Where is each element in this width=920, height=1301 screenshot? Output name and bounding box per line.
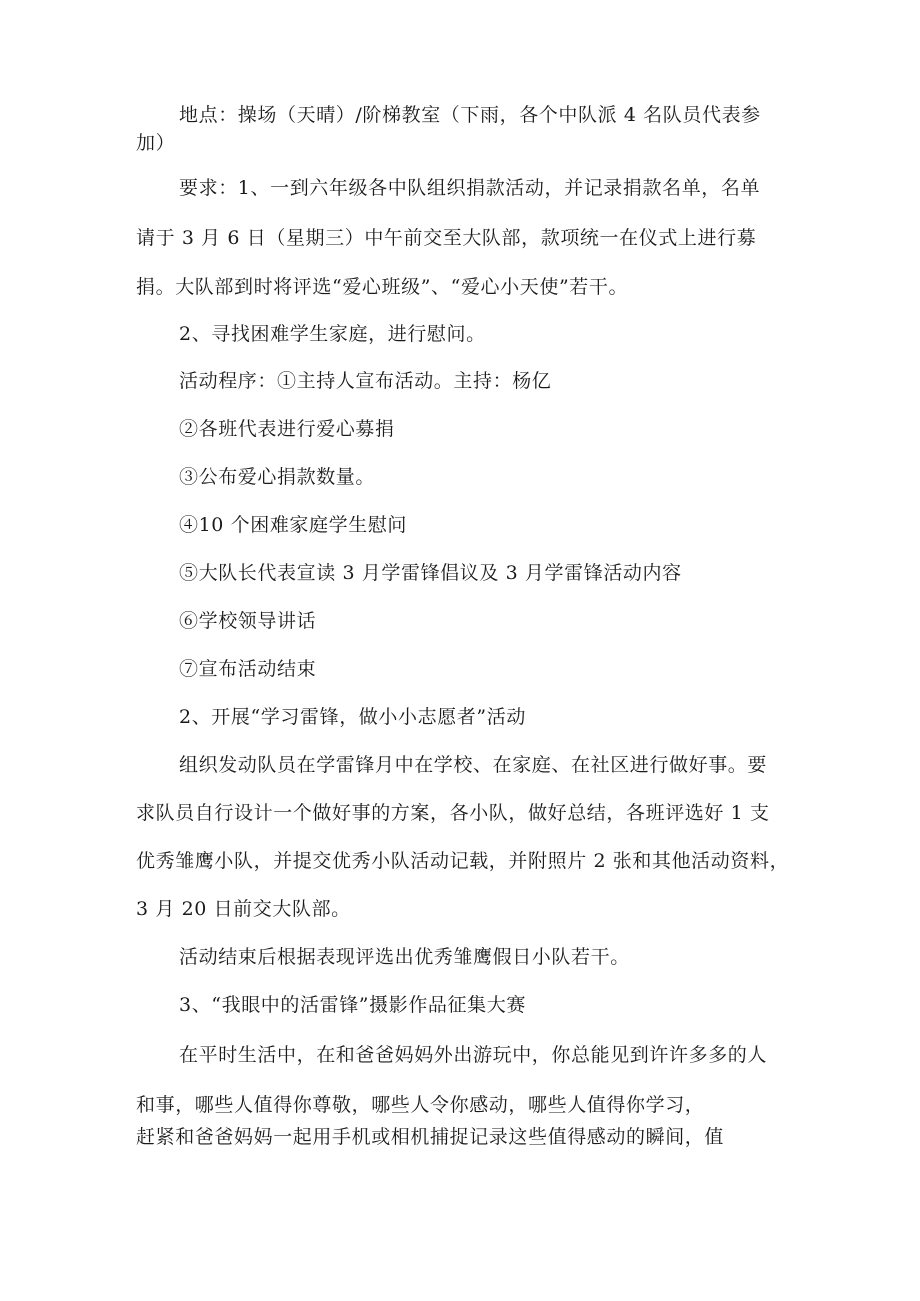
text-line-photo-contest-cont: 赶紧和爸爸妈妈一起用手机或相机捕捉记录这些值得感动的瞬间，值 bbox=[136, 1126, 725, 1148]
text-line-volunteer: 组织发动队员在学雷锋月中在学校、在家庭、在社区进行做好事。要 bbox=[179, 754, 768, 776]
section-heading-photo-contest: 3、“我眼中的活雷锋”摄影作品征集大赛 bbox=[179, 994, 526, 1016]
text-line-program-5: ⑤大队长代表宣读 3 月学雷锋倡议及 3 月学雷锋活动内容 bbox=[179, 562, 682, 584]
text-line-volunteer-cont: 求队员自行设计一个做好事的方案，各小队，做好总结，各班评选好 1 支 bbox=[136, 802, 770, 824]
section-heading-volunteer: 2、开展“学习雷锋，做小小志愿者”活动 bbox=[179, 706, 526, 728]
text-line-volunteer-award: 活动结束后根据表现评选出优秀雏鹰假日小队若干。 bbox=[179, 946, 630, 968]
text-line-location-cont: 加） bbox=[136, 132, 176, 154]
text-line-location: 地点：操场（天晴）/阶梯教室（下雨，各个中队派 4 名队员代表参 bbox=[179, 104, 761, 126]
text-line-photo-contest-cont: 和事，哪些人值得你尊敬，哪些人令你感动，哪些人值得你学习， bbox=[136, 1094, 705, 1116]
text-line-requirement-1-cont: 请于 3 月 6 日（星期三）中午前交至大队部，款项统一在仪式上进行募 bbox=[136, 227, 757, 249]
text-line-volunteer-cont: 3 月 20 日前交大队部。 bbox=[136, 898, 351, 920]
text-line-program-4: ④10 个困难家庭学生慰问 bbox=[179, 514, 408, 536]
text-line-requirement-1: 要求：1、一到六年级各中队组织捐款活动，并记录捐款名单，名单 bbox=[179, 177, 761, 199]
text-line-program-1: 活动程序：①主持人宣布活动。主持：杨亿 bbox=[179, 370, 552, 392]
text-line-photo-contest: 在平时生活中，在和爸爸妈妈外出游玩中，你总能见到许许多多的人 bbox=[179, 1044, 768, 1066]
text-line-program-7: ⑦宣布活动结束 bbox=[179, 658, 317, 680]
text-line-program-3: ③公布爱心捐款数量。 bbox=[179, 466, 376, 488]
text-line-requirement-2: 2、寻找困难学生家庭，进行慰问。 bbox=[179, 323, 486, 345]
text-line-volunteer-cont: 优秀雏鹰小队，并提交优秀小队活动记载，并附照片 2 张和其他活动资料， bbox=[136, 850, 790, 872]
text-line-program-6: ⑥学校领导讲话 bbox=[179, 610, 317, 632]
text-line-program-2: ②各班代表进行爱心募捐 bbox=[179, 418, 395, 440]
text-line-requirement-1-cont: 捐。大队部到时将评选“爱心班级”、“爱心小天使”若干。 bbox=[136, 276, 629, 298]
